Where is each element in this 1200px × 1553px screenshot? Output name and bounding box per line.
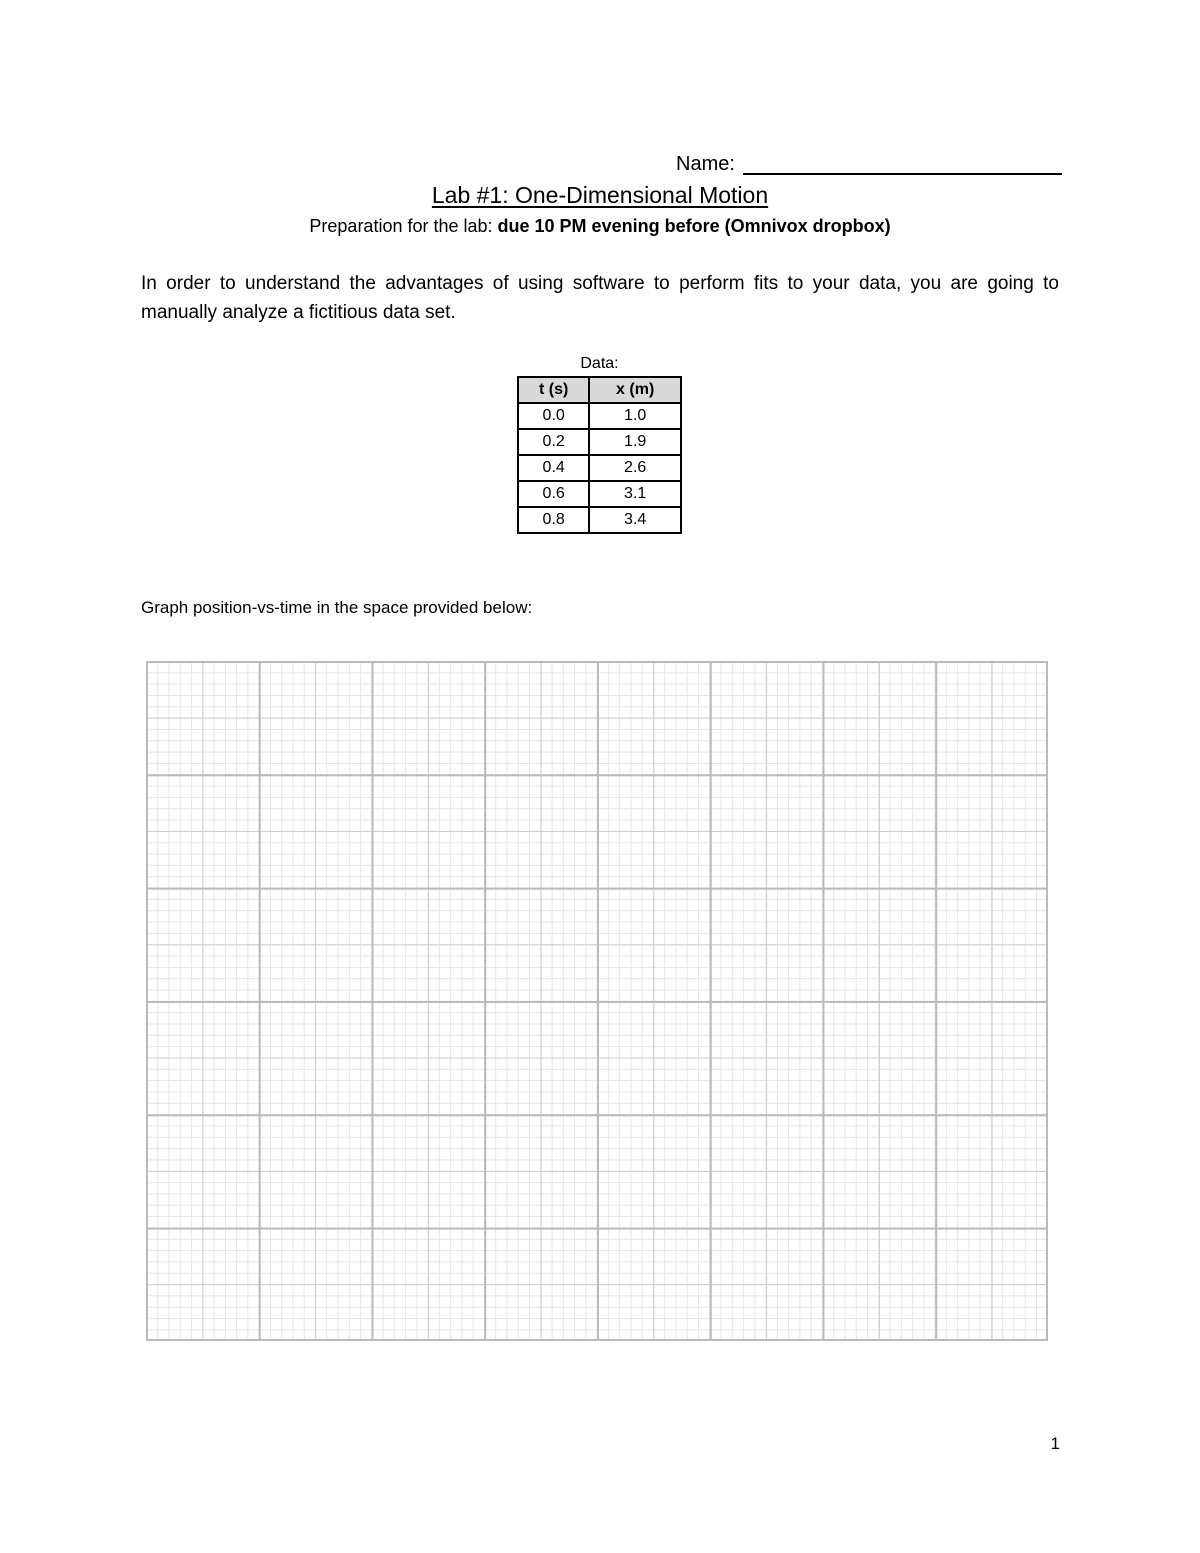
data-table-caption: Data:: [580, 355, 619, 372]
preparation-deadline: due 10 PM evening before (Omnivox dropbox): [497, 216, 891, 236]
name-blank-line[interactable]: [743, 143, 1062, 175]
table-row: [518, 403, 681, 429]
preparation-prefix: Preparation for the lab:: [309, 216, 498, 236]
page-number: 1: [1050, 1434, 1060, 1453]
table-cell-time: 0.4: [518, 455, 589, 481]
table-cell-position: 3.4: [589, 507, 681, 533]
page-title: Lab #1: One-Dimensional Motion: [431, 182, 769, 208]
column-header-position: x (m): [589, 377, 681, 403]
graph-paper-grid[interactable]: [146, 661, 1048, 1341]
table-cell-time: 0.2: [518, 429, 589, 455]
table-header-row: [518, 377, 681, 403]
table-row: [518, 429, 681, 455]
intro-paragraph: In order to understand the advantages of using software to perform fits to your data, you are going to manually analyze a fictitious data set.: [141, 273, 1059, 323]
preparation-note: [0, 216, 1200, 237]
table-cell-time: 0.6: [518, 481, 589, 507]
table-cell-position: 3.1: [589, 481, 681, 507]
table-cell-position: 1.9: [589, 429, 681, 455]
data-table: [517, 376, 682, 534]
table-row: [518, 455, 681, 481]
table-cell-time: 0.0: [518, 403, 589, 429]
table-cell-position: 1.0: [589, 403, 681, 429]
name-label: Name:: [676, 153, 735, 175]
name-field-row: [676, 141, 1062, 175]
table-cell-position: 2.6: [589, 455, 681, 481]
table-row: [518, 481, 681, 507]
table-row: [518, 507, 681, 533]
graph-instruction: Graph position-vs-time in the space provided below:: [141, 598, 533, 617]
table-cell-time: 0.8: [518, 507, 589, 533]
column-header-time: t (s): [518, 377, 589, 403]
